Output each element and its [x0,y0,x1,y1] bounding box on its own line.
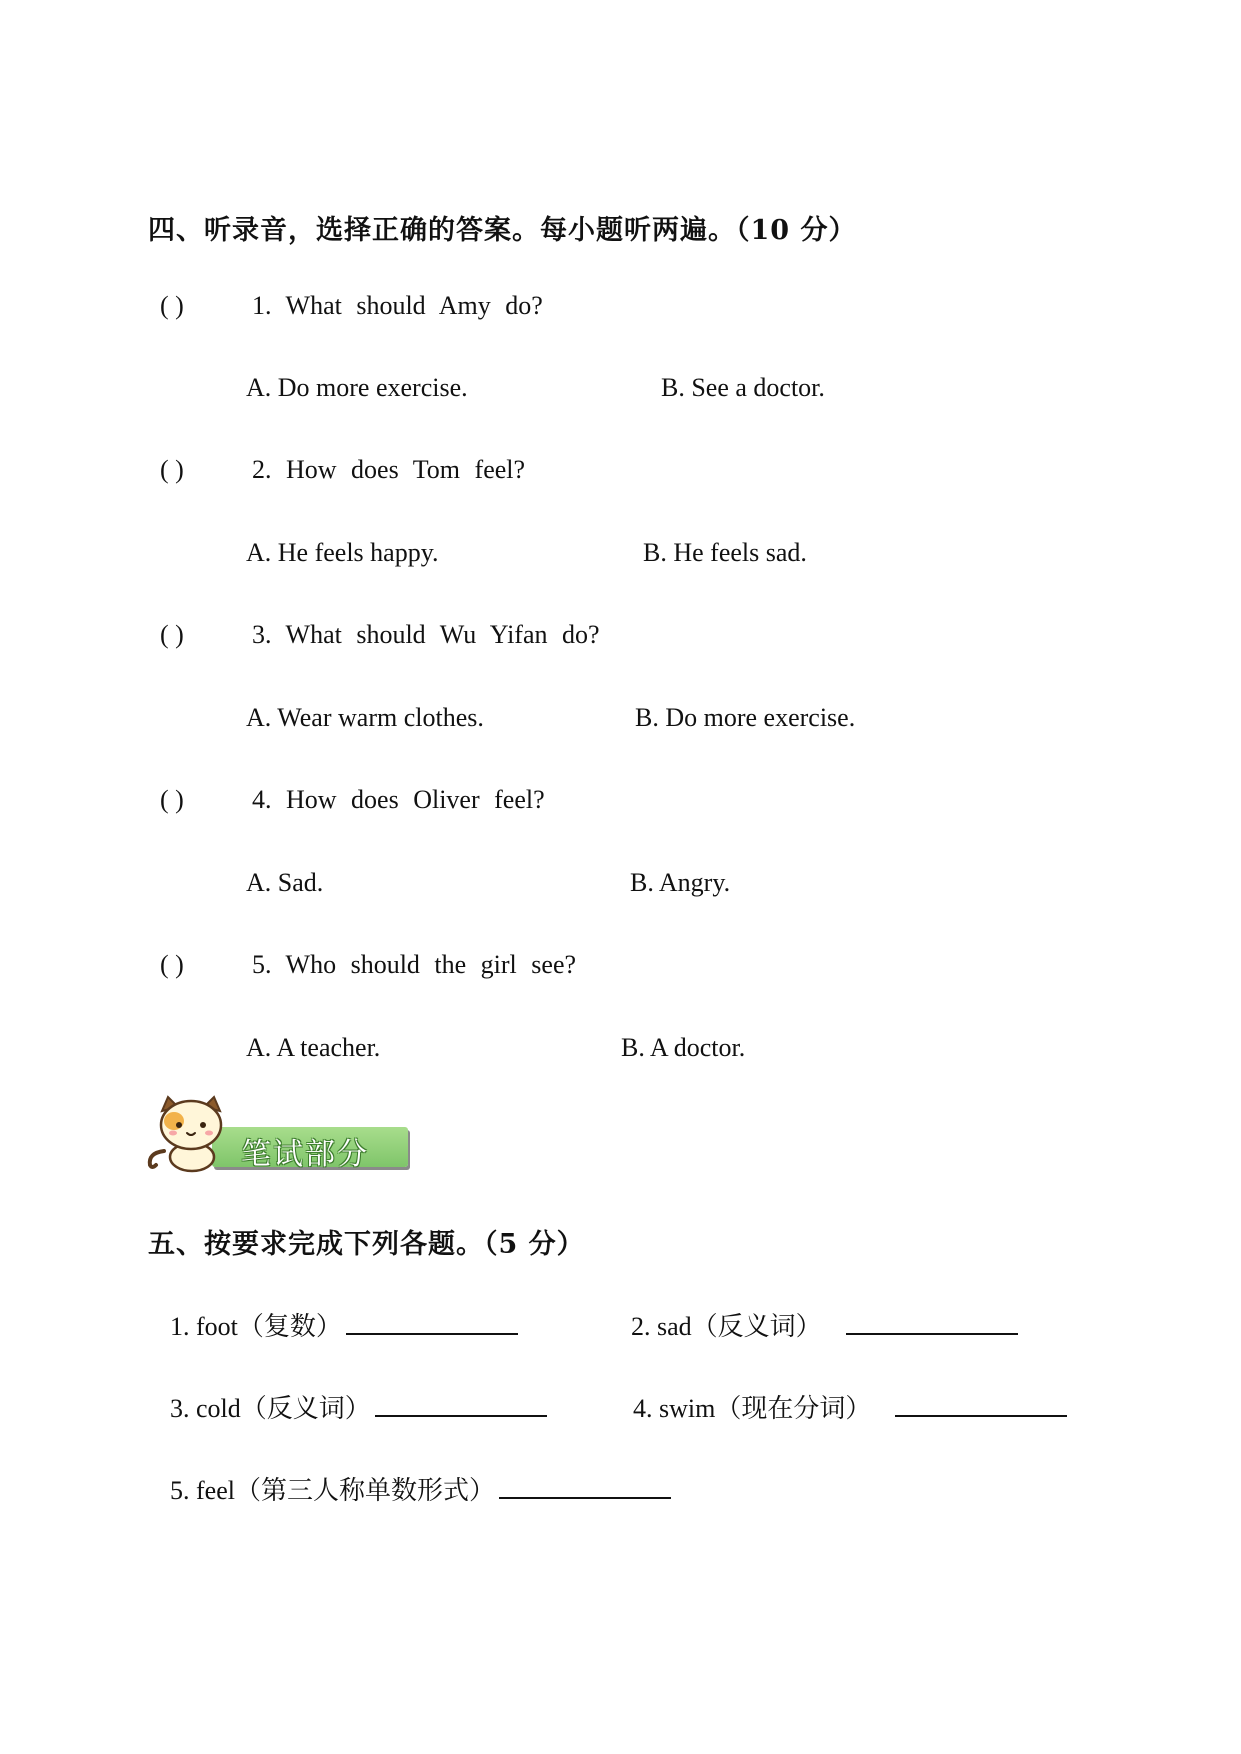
option-a: A. Wear warm clothes. [246,703,484,732]
question-text: 1. What should Amy do? [252,291,543,320]
option-a: A. Sad. [246,868,324,897]
answer-blank[interactable] [499,1475,671,1499]
written-part-banner [146,1093,416,1175]
option-b: B. See a doctor. [661,373,825,402]
fill-item-text: 5. feel（第三人称单数形式） [170,1476,495,1505]
banner-label: 笔试部分 [241,1137,369,1172]
answer-blank[interactable] [346,1311,518,1335]
option-b: B. He feels sad. [643,538,807,567]
answer-blank[interactable] [375,1393,547,1417]
question-1 [160,291,543,321]
fill-item-text: 2. sad（反义词） [631,1312,822,1341]
answer-paren[interactable]: ( ) [160,785,184,814]
option-b: B. A doctor. [621,1033,746,1062]
option-a: A. He feels happy. [246,538,439,567]
answer-blank[interactable] [895,1393,1067,1417]
fill-item-text: 4. swim（现在分词） [633,1394,872,1423]
answer-paren[interactable]: ( ) [160,291,184,320]
fill-item-1 [170,1306,518,1343]
question-3 [160,620,600,650]
fill-item-2 [631,1306,1018,1343]
question-4 [160,785,545,815]
question-text: 3. What should Wu Yifan do? [252,620,600,649]
answer-blank[interactable] [846,1311,1018,1335]
fill-item-4 [633,1388,1067,1425]
option-a: A. Do more exercise. [246,373,468,402]
question-text: 2. How does Tom feel? [252,455,526,484]
fill-item-3 [170,1388,547,1425]
question-text: 4. How does Oliver feel? [252,785,545,814]
answer-paren[interactable]: ( ) [160,455,184,484]
section-5-title: 五、按要求完成下列各题。（5 分） [148,1229,585,1260]
option-b: B. Angry. [630,868,731,897]
question-2 [160,455,525,485]
section-4-title: 四、听录音，选择正确的答案。每小题听两遍。（10 分） [148,215,857,246]
question-text: 5. Who should the girl see? [252,950,577,979]
cartoon-cat-icon [146,1093,236,1175]
fill-item-text: 1. foot（复数） [170,1312,342,1341]
fill-item-text: 3. cold（反义词） [170,1394,371,1423]
option-a: A. A teacher. [246,1033,381,1062]
answer-paren[interactable]: ( ) [160,950,184,979]
fill-item-5 [170,1470,671,1507]
question-5 [160,950,576,980]
answer-paren[interactable]: ( ) [160,620,184,649]
option-b: B. Do more exercise. [635,703,856,732]
